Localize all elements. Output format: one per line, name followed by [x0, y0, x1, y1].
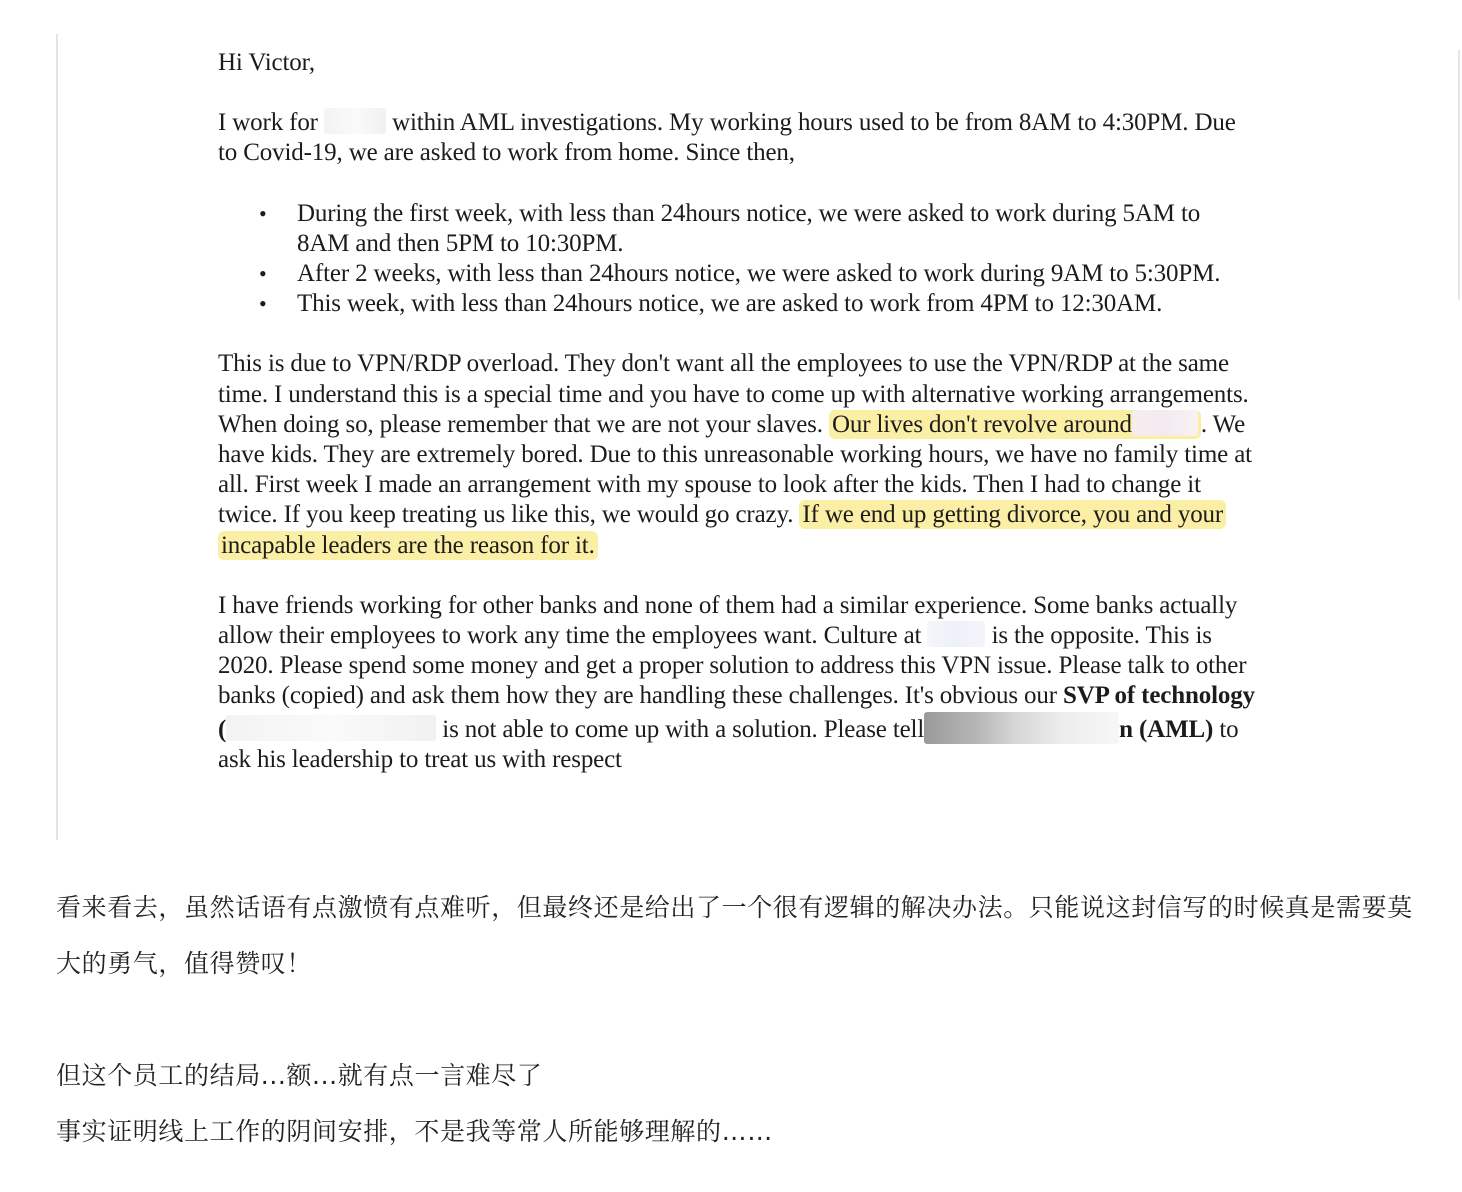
bullet-item: • During the first week, with less than 24hours notice, we were asked to work during 5AM to 8AM and then 5PM to 10:30PM.: [297, 199, 1258, 259]
email-p1-text-b: within AML investigations. My working hours used to be from 8AM to 4:30PM. Due to Covid-19, we are asked to work from home. Since then,: [218, 109, 1236, 167]
highlight-lives-text: Our lives don't revolve around: [831, 410, 1132, 438]
email-paragraph-2: [218, 349, 1258, 560]
email-p3-text-a: I have friends working for other banks and none of them had a similar experience. Some banks actually allow their employees to work any time the employees want. Culture at: [218, 591, 1238, 650]
email-paragraph-1: [218, 108, 1258, 168]
redaction-bank: [927, 621, 985, 647]
redaction-company: [1132, 410, 1198, 436]
bullet-item: • This week, with less than 24hours notice, we are asked to work from 4PM to 12:30AM.: [297, 289, 1258, 319]
redaction-svp-name: [226, 715, 436, 741]
email-screenshot: [56, 34, 1268, 840]
highlight-lives: [829, 410, 1201, 439]
email-p1-text-a: I work for: [218, 109, 318, 137]
email-p2-text-b: . We have kids. They are extremely bored. Due to this unreasonable working hours, we have no family time at all. First week I made an arrangement with my spouse to look after the kids. Then I had to change it twice. If you keep treating us like this, we would go crazy.: [218, 410, 1252, 529]
email-p2-text-a: This is due to VPN/RDP overload. They don't want all the employees to use the VPN/RDP at the same time. I understand this is a special time and you have to come up with alternative working arrangements. When doing so, please remember that we are not your slaves.: [218, 350, 1249, 438]
email-p3-text-b: is the opposite. This is 2020. Please spend some money and get a proper solution to address this VPN issue. Please talk to other banks (copied) and ask them how they are handling these challenges. It's obvious our: [218, 622, 1247, 710]
page-edge-divider: [1458, 50, 1460, 300]
commentary-line: 但这个员工的结局...额...就有点一言难尽了: [56, 1061, 543, 1090]
email-body: [218, 48, 1258, 775]
redaction-employer: [324, 108, 386, 134]
email-paragraph-3: [218, 591, 1258, 775]
aml-label: n (AML): [1119, 715, 1214, 743]
redaction-manager-name: [924, 712, 1119, 744]
email-p3-text-c: is not able to come up with a solution. Please tell: [442, 715, 925, 743]
commentary-paragraph: 看来看去，虽然话语有点激愤有点难听，但最终还是给出了一个很有逻辑的解决办法。只能说这封信写的时候真是需要莫大的勇气，值得赞叹！: [56, 893, 1413, 978]
schedule-bullet-list: [218, 199, 1258, 320]
email-greeting: Hi Victor,: [218, 49, 315, 76]
commentary-line: 事实证明线上工作的阴间安排，不是我等常人所能够理解的……: [56, 1117, 773, 1146]
svp-label: SVP of technology (: [218, 682, 1255, 743]
bullet-item: • After 2 weeks, with less than 24hours notice, we were asked to work during 9AM to 5:30PM.: [297, 259, 1258, 289]
email-p3-text-d: to ask his leadership to treat us with respect: [218, 715, 1239, 773]
highlight-divorce: If we end up getting divorce, you and your incapable leaders are the reason for it.: [218, 500, 1226, 559]
